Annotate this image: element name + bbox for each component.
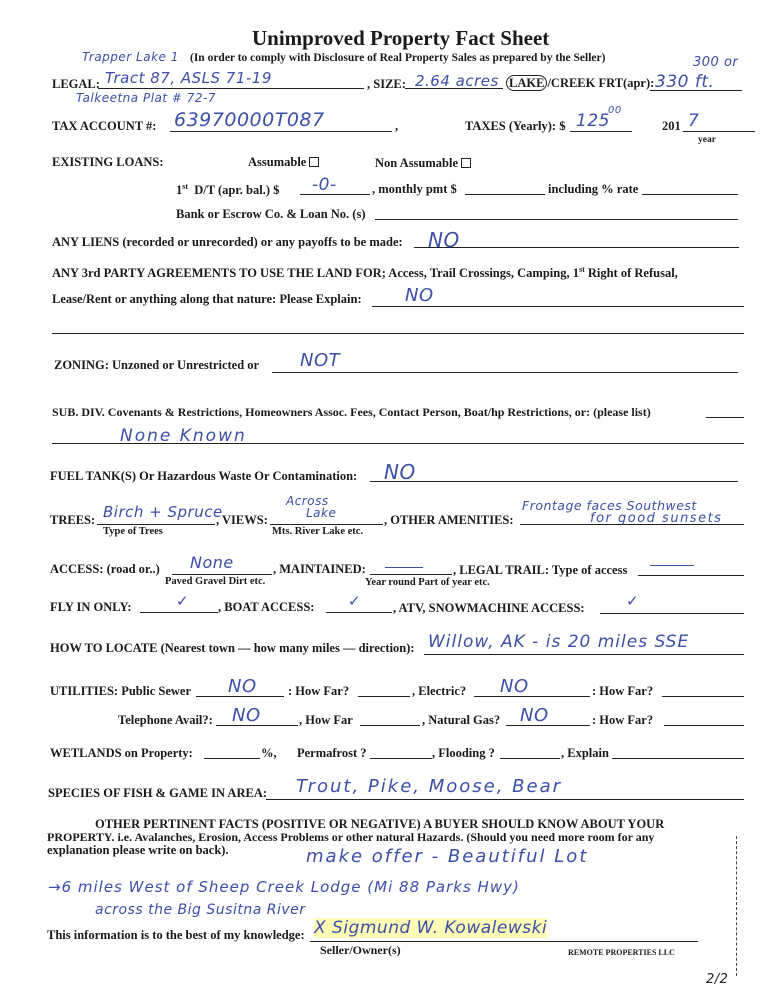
fly-in-underline — [140, 612, 218, 613]
frontage-value: 330 ft. — [655, 72, 715, 92]
legal-underline — [98, 88, 364, 89]
seller-caption: Seller/Owner(s) — [320, 943, 401, 957]
sewer-how-far-underline — [358, 696, 410, 697]
legal-hw-line3: Talkeetna Plat # 72-7 — [76, 91, 216, 105]
year-prefix: 201 — [662, 119, 681, 133]
assumable-option — [248, 155, 319, 170]
lake-circled: LAKE — [506, 75, 547, 91]
facts-handwritten-3: across the Big Susitna River — [95, 902, 306, 918]
page-mark: 2/2 — [706, 972, 729, 987]
gas-how-far-underline — [664, 725, 744, 726]
liens-label: ANY LIENS (recorded or unrecorded) or any payoffs to be made: — [52, 235, 403, 249]
sewer-underline — [196, 696, 284, 697]
views-label: , VIEWS: — [216, 513, 268, 527]
electric-value: NO — [500, 676, 529, 697]
monthly-label: , monthly pmt $ — [372, 182, 457, 196]
trees-label: TREES: — [50, 513, 96, 527]
zoning-underline — [272, 372, 738, 373]
atv-access-label: , ATV, SNOWMACHINE ACCESS: — [393, 601, 585, 615]
legal-trail-dash — [650, 565, 694, 566]
size-label: , SIZE: — [367, 77, 406, 91]
facts-line1: OTHER PERTINENT FACTS (POSITIVE OR NEGATIVE) A BUYER SHOULD KNOW ABOUT YOUR — [95, 817, 665, 831]
margin-line — [736, 836, 737, 976]
frontage-underline — [650, 90, 742, 91]
non-assumable-checkbox[interactable] — [461, 158, 471, 168]
maintained-label: , MAINTAINED: — [273, 562, 366, 576]
non-assumable-option — [375, 156, 471, 171]
electric-underline — [474, 696, 590, 697]
electric-how-far: : How Far? — [592, 684, 654, 698]
views-caption: Mts. River Lake etc. — [272, 526, 364, 537]
legal-trail-underline — [638, 575, 744, 576]
fuel-value: NO — [384, 460, 416, 484]
fly-in-label: FLY IN ONLY: — [50, 600, 132, 614]
fly-in-check: ✓ — [176, 592, 189, 610]
maintained-dash — [385, 567, 423, 568]
gas-how-far: : How Far? — [592, 713, 654, 727]
legal-hw-line1: Trapper Lake 1 — [82, 50, 179, 64]
tax-account-value: 63970000T087 — [174, 109, 325, 131]
zoning-label: ZONING: Unzoned or Unrestricted or — [54, 358, 260, 372]
agreements-label — [52, 265, 678, 281]
access-label: ACCESS: (road or..) — [50, 562, 160, 576]
explain-label: , Explain — [561, 746, 609, 760]
subdiv-value: None Known — [120, 426, 247, 446]
locate-value: Willow, AK - is 20 miles SSE — [428, 632, 690, 652]
wetlands-underline — [204, 758, 260, 759]
size-underline — [405, 88, 503, 89]
flooding-label: , Flooding ? — [432, 746, 495, 760]
knowledge-label: This information is to the best of my knowledge: — [47, 928, 305, 942]
access-underline — [172, 574, 272, 575]
trees-underline — [97, 524, 215, 525]
legal-value: Tract 87, ASLS 71-19 — [105, 69, 272, 87]
assumable-checkbox[interactable] — [309, 157, 319, 167]
dt-label-row — [176, 182, 279, 198]
size-value: 2.64 acres — [415, 72, 499, 90]
legal-trail-label: , LEGAL TRAIL: Type of access — [453, 563, 628, 577]
maintained-caption: Year round Part of year etc. — [365, 577, 490, 588]
views-underline — [270, 524, 383, 525]
frontage-top: 300 or — [693, 55, 739, 70]
taxes-value: 125 — [576, 111, 610, 131]
gas-label: , Natural Gas? — [422, 713, 501, 727]
boat-access-underline — [326, 612, 392, 613]
facts-handwritten-2: →6 miles West of Sheep Creek Lodge (Mi 88 Parks Hwy) — [48, 878, 520, 896]
signature-underline — [310, 941, 698, 942]
flooding-underline — [500, 758, 560, 759]
rate-label: including % rate — [548, 182, 639, 196]
agreements-label-a: ANY 3rd PARTY AGREEMENTS TO USE THE LAND FOR; Access, Trail Crossings, Camping, 1 — [52, 266, 579, 281]
phone-value: NO — [232, 705, 261, 726]
boat-access-check: ✓ — [348, 592, 361, 610]
tax-comma: , — [395, 119, 399, 133]
page-title: Unimproved Property Fact Sheet — [252, 26, 550, 50]
atv-access-underline — [600, 613, 744, 614]
species-value: Trout, Pike, Moose, Bear — [296, 776, 563, 797]
sewer-label: UTILITIES: Public Sewer — [50, 684, 191, 698]
trees-value: Birch + Spruce — [103, 503, 223, 521]
existing-loans-label: EXISTING LOANS: — [52, 155, 164, 169]
electric-how-far-underline — [662, 696, 744, 697]
permafrost-underline — [370, 758, 432, 759]
creek-frt-label: /CREEK FRT(apr): — [547, 76, 655, 90]
agreements-underline — [372, 306, 744, 307]
subdiv-underline — [52, 443, 744, 444]
explain-underline — [612, 758, 744, 759]
agreements-underline-2 — [52, 333, 744, 334]
gas-value: NO — [520, 705, 549, 726]
monthly-underline — [465, 194, 545, 195]
dt-ordinal-sup: st — [182, 182, 189, 191]
trees-caption: Type of Trees — [103, 526, 163, 537]
fuel-underline — [370, 481, 738, 482]
phone-underline — [216, 725, 298, 726]
amenities-label: , OTHER AMENITIES: — [384, 513, 514, 527]
non-assumable-label: Non Assumable — [375, 156, 459, 170]
agreements-label-b: Right of Refusal, — [584, 266, 678, 281]
dt-underline — [300, 194, 370, 195]
facts-handwritten-1: make offer - Beautiful Lot — [306, 846, 589, 867]
locate-underline — [424, 654, 744, 655]
bank-underline — [375, 219, 738, 220]
taxes-cents: 00 — [608, 105, 622, 116]
amenities-line1: Frontage faces Southwest — [522, 498, 697, 513]
year-underline — [683, 131, 755, 132]
facts-line2: PROPERTY. i.e. Avalanches, Erosion, Access Problems or other natural Hazards. (Should you need more room for any — [47, 830, 655, 844]
assumable-label: Assumable — [248, 155, 307, 169]
sewer-how-far: : How Far? — [288, 684, 350, 698]
species-label: SPECIES OF FISH & GAME IN AREA: — [48, 786, 268, 800]
fuel-label: FUEL TANK(S) Or Hazardous Waste Or Contamination: — [50, 469, 358, 483]
liens-value: NO — [428, 228, 460, 252]
species-underline — [266, 799, 744, 800]
wetlands-pct: %, — [261, 746, 277, 760]
year-caption: year — [698, 135, 716, 145]
maintained-underline — [370, 574, 452, 575]
legal-label: LEGAL: — [52, 77, 100, 91]
year-value: 7 — [688, 111, 700, 131]
atv-access-check: ✓ — [626, 592, 639, 610]
agreements-label-sup: st — [578, 265, 585, 274]
access-caption: Paved Gravel Dirt etc. — [165, 576, 266, 587]
dt-value: -0- — [312, 175, 337, 195]
dt-label: D/T (apr. bal.) $ — [194, 183, 280, 198]
boat-access-label: , BOAT ACCESS: — [218, 600, 315, 614]
electric-label: , Electric? — [412, 684, 467, 698]
phone-how-far: , How Far — [299, 713, 353, 727]
views-value-2: Lake — [306, 506, 337, 520]
page-subtitle: (In order to comply with Disclosure of Real Property Sales as prepared by the Seller) — [190, 52, 606, 64]
views-value-1: Across — [286, 494, 329, 508]
lake-frontage-label — [506, 76, 654, 91]
taxes-underline — [570, 131, 632, 132]
tax-account-underline — [170, 131, 392, 132]
zoning-value: NOT — [300, 350, 341, 371]
phone-how-far-underline — [360, 725, 420, 726]
agreements-value: NO — [405, 285, 434, 306]
company-name: REMOTE PROPERTIES LLC — [568, 948, 675, 957]
gas-underline — [506, 725, 590, 726]
access-value: None — [190, 553, 234, 572]
subdiv-underline-end — [706, 417, 744, 418]
permafrost-label: Permafrost ? — [297, 746, 367, 760]
facts-line3: explanation please write on back). — [47, 843, 229, 857]
dt-ordinal: 1 — [176, 183, 183, 198]
bank-label: Bank or Escrow Co. & Loan No. (s) — [176, 207, 366, 221]
agreements-explain-label: Lease/Rent or anything along that nature: Please Explain: — [52, 292, 362, 306]
tax-account-label: TAX ACCOUNT #: — [52, 119, 157, 133]
amenities-line2: for good sunsets — [590, 511, 723, 526]
rate-underline — [642, 194, 738, 195]
liens-underline — [414, 247, 739, 248]
seller-signature: X Sigmund W. Kowalewski — [314, 918, 548, 938]
subdiv-label: SUB. DIV. Covenants & Restrictions, Homeowners Assoc. Fees, Contact Person, Boat/hp Restrictions, or: (please list) — [52, 405, 651, 419]
taxes-label: TAXES (Yearly): $ — [465, 119, 566, 133]
locate-label: HOW TO LOCATE (Nearest town — how many miles — direction): — [50, 641, 415, 655]
amenities-underline — [520, 524, 744, 525]
phone-label: Telephone Avail?: — [118, 713, 213, 727]
sewer-value: NO — [228, 676, 257, 697]
wetlands-label: WETLANDS on Property: — [50, 746, 193, 760]
